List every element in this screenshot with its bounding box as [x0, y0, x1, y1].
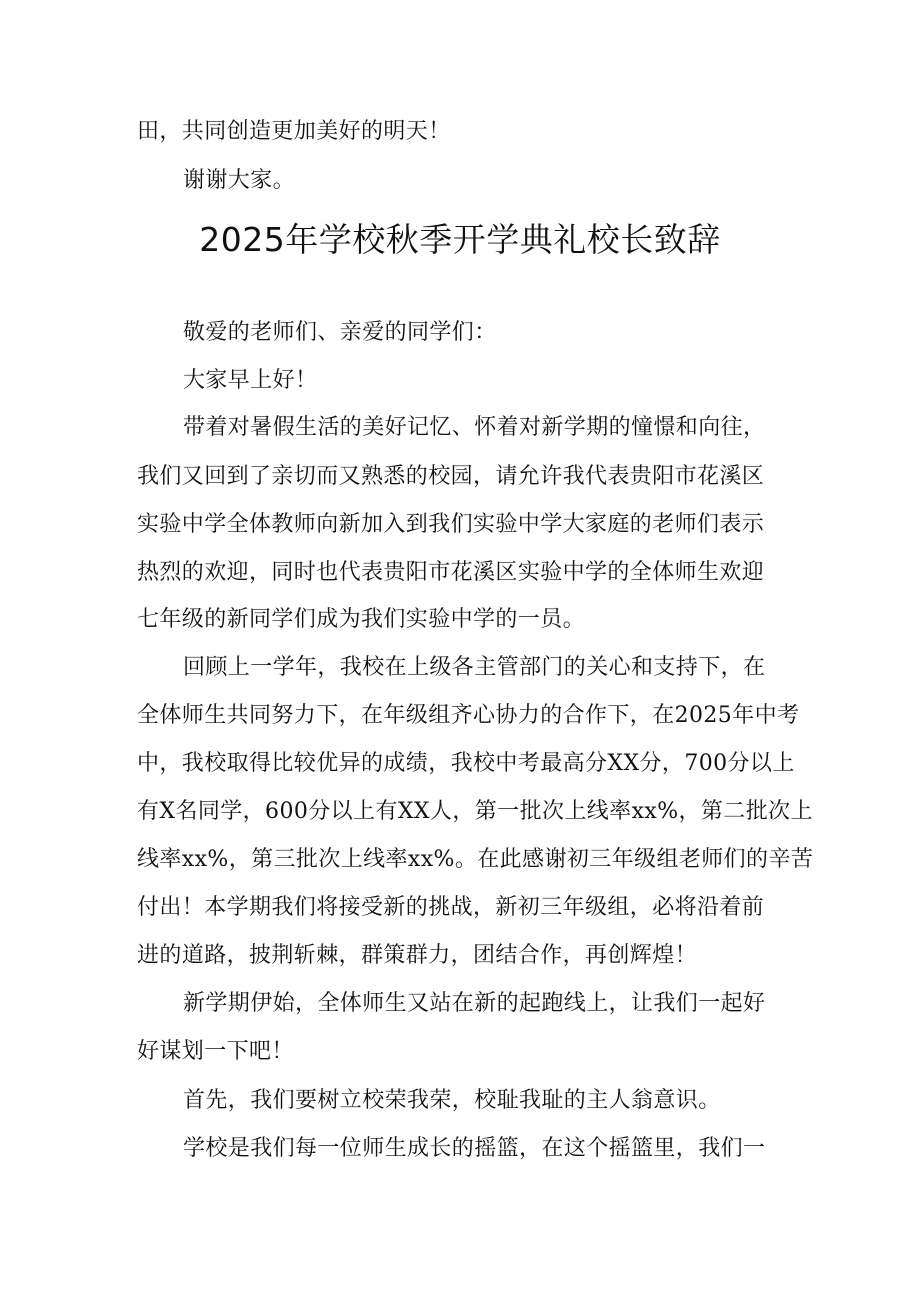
- paragraph-line: 有X名同学，600分以上有XX人，第一批次上线率xx%，第二批次上: [137, 799, 813, 824]
- paragraph-line: 回顾上一学年，我校在上级各主管部门的关心和支持下，在: [183, 655, 766, 680]
- closing-line: 谢谢大家。: [183, 168, 296, 193]
- paragraph-line: 线率xx%，第三批次上线率xx%。在此感谢初三年级组老师们的辛苦: [137, 847, 814, 872]
- paragraph-line: 学校是我们每一位师生成长的摇篮，在这个摇篮里，我们一: [183, 1136, 766, 1161]
- paragraph-line: 实验中学全体教师向新加入到我们实验中学大家庭的老师们表示: [137, 512, 765, 537]
- paragraph-line: 付出！本学期我们将接受新的挑战，新初三年级组，必将沿着前: [137, 895, 765, 920]
- paragraph-line: 新学期伊始，全体师生又站在新的起跑线上，让我们一起好: [183, 991, 766, 1016]
- paragraph-line: 进的道路，披荆斩棘，群策群力，团结合作，再创辉煌！: [137, 943, 698, 968]
- paragraph-line: 首先，我们要树立校荣我荣，校耻我耻的主人翁意识。: [183, 1088, 721, 1113]
- paragraph-line: 全体师生共同努力下，在年级组齐心协力的合作下，在2025年中考: [137, 703, 800, 728]
- paragraph-line: 我们又回到了亲切而又熟悉的校园，请允许我代表贵阳市花溪区: [137, 464, 765, 489]
- salutation: 敬爱的老师们、亲爱的同学们：: [183, 320, 497, 345]
- paragraph-line: 七年级的新同学们成为我们实验中学的一员。: [137, 607, 586, 632]
- paragraph-line: 热烈的欢迎，同时也代表贵阳市花溪区实验中学的全体师生欢迎: [137, 560, 765, 585]
- document-title: 2025年学校秋季开学典礼校长致辞: [199, 220, 721, 259]
- paragraph-line: 好谋划一下吧！: [137, 1039, 294, 1064]
- greeting: 大家早上好！: [183, 368, 318, 393]
- paragraph-line: 带着对暑假生活的美好记忆、怀着对新学期的憧憬和向往，: [183, 415, 766, 440]
- paragraph-continuation: 田，共同创造更加美好的明天！: [137, 119, 451, 144]
- paragraph-line: 中，我校取得比较优异的成绩，我校中考最高分XX分，700分以上: [137, 751, 795, 776]
